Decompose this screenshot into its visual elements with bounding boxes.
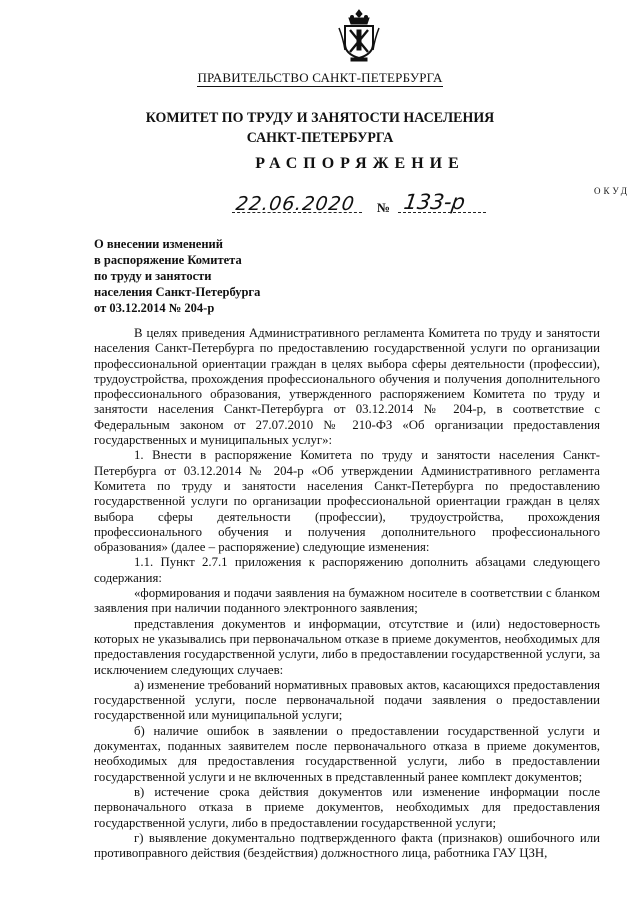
coat-of-arms-icon — [337, 8, 381, 64]
body-paragraph: б) наличие ошибок в заявлении о предоставлении государственной услуги и документах, поданных заявителем после первоначального отказа в приеме документов, необходимых для предоставления государственной услуги, либо в предоставлении государственной услуги и не включенных в представленный ранее комплект документов; — [94, 723, 600, 784]
government-header — [0, 70, 640, 86]
body-paragraph: 1. Внести в распоряжение Комитета по труду и занятости населения Санкт-Петербурга от 03.12.2014 № 204-р «Об утверждении Административного регламента Комитета по труду и занятости населения Санкт-Петербурга по предоставлению государственной услуги по организации профессиональной ориентации граждан в целях выбора сферы деятельности (профессии), трудоустройства, прохождения профессионального обучения и получения дополнительного профессионального образования» (далее – распоряжение) следующие изменения: — [94, 448, 600, 555]
subject-line: от 03.12.2014 № 204-р — [94, 301, 215, 315]
number-sign: № — [377, 200, 391, 215]
body-paragraph: г) выявление документально подтвержденного факта (признаков) ошибочного или противоправного действия (бездействия) должностного лица, работника ГАУ ЦЗН, — [94, 830, 600, 861]
body-paragraph: в) истечение срока действия документов или изменение информации после первоначального отказа в приеме документов, необходимых для предоставления государственной услуги, либо в предоставлении государственной услуги; — [94, 784, 600, 830]
body-paragraph: «формирования и подачи заявления на бумажном носителе в соответствии с бланком заявления при наличии поданного электронного заявления; — [94, 586, 600, 616]
subject-line: в распоряжение Комитета — [94, 253, 242, 267]
date-underline — [232, 212, 362, 213]
order-date: 22.06.2020 — [234, 193, 357, 215]
number-underline — [398, 212, 486, 213]
subject-line: по труду и занятости — [94, 269, 212, 283]
body-paragraph: а) изменение требований нормативных правовых актов, касающихся предоставления государственной услуги, после первоначальной подачи заявления о предоставлении государственной или муниципальной услуги; — [94, 677, 600, 723]
order-subject — [94, 236, 314, 316]
subject-line: населения Санкт-Петербурга — [94, 285, 261, 299]
committee-line-2: САНКТ-ПЕТЕРБУРГА — [246, 130, 394, 146]
committee-name — [0, 108, 640, 148]
document-type-title: РАСПОРЯЖЕНИЕ — [255, 155, 465, 172]
subject-line: О внесении изменений — [94, 237, 223, 251]
committee-line-1: КОМИТЕТ ПО ТРУДУ И ЗАНЯТОСТИ НАСЕЛЕНИЯ — [145, 110, 495, 126]
body-paragraph: 1.1. Пункт 2.7.1 приложения к распоряжению дополнить абзацами следующего содержания: — [94, 555, 600, 585]
order-body — [94, 326, 600, 861]
order-number: 133-р — [402, 190, 467, 214]
body-paragraph: представления документов и информации, отсутствие и (или) недостоверность которых не указывались при первоначальном отказе в приеме документов, необходимых для предоставления государственной услуги, либо в предоставлении государственной услуги, за исключением следующих случаев: — [94, 616, 600, 677]
government-name: ПРАВИТЕЛЬСТВО САНКТ-ПЕТЕРБУРГА — [197, 70, 443, 85]
okud-label: ОКУД — [594, 186, 630, 196]
body-paragraph: В целях приведения Административного регламента Комитета по труду и занятости населения Санкт-Петербурга по предоставлению государственной услуги по организации профессиональной ориентации граждан в целях выбора сферы деятельности (профессии), трудоустройства, прохождения профессионального обучения и получения дополнительного профессионального образования, утвержденного распоряжением Комитета по труду и занятости населения Санкт-Петербурга от 03.12.2014 № 204-р, в соответствие с Федеральным законом от 27.07.2010 № 210-ФЗ «Об организации предоставления государственных и муниципальных услуг»: — [94, 326, 600, 448]
